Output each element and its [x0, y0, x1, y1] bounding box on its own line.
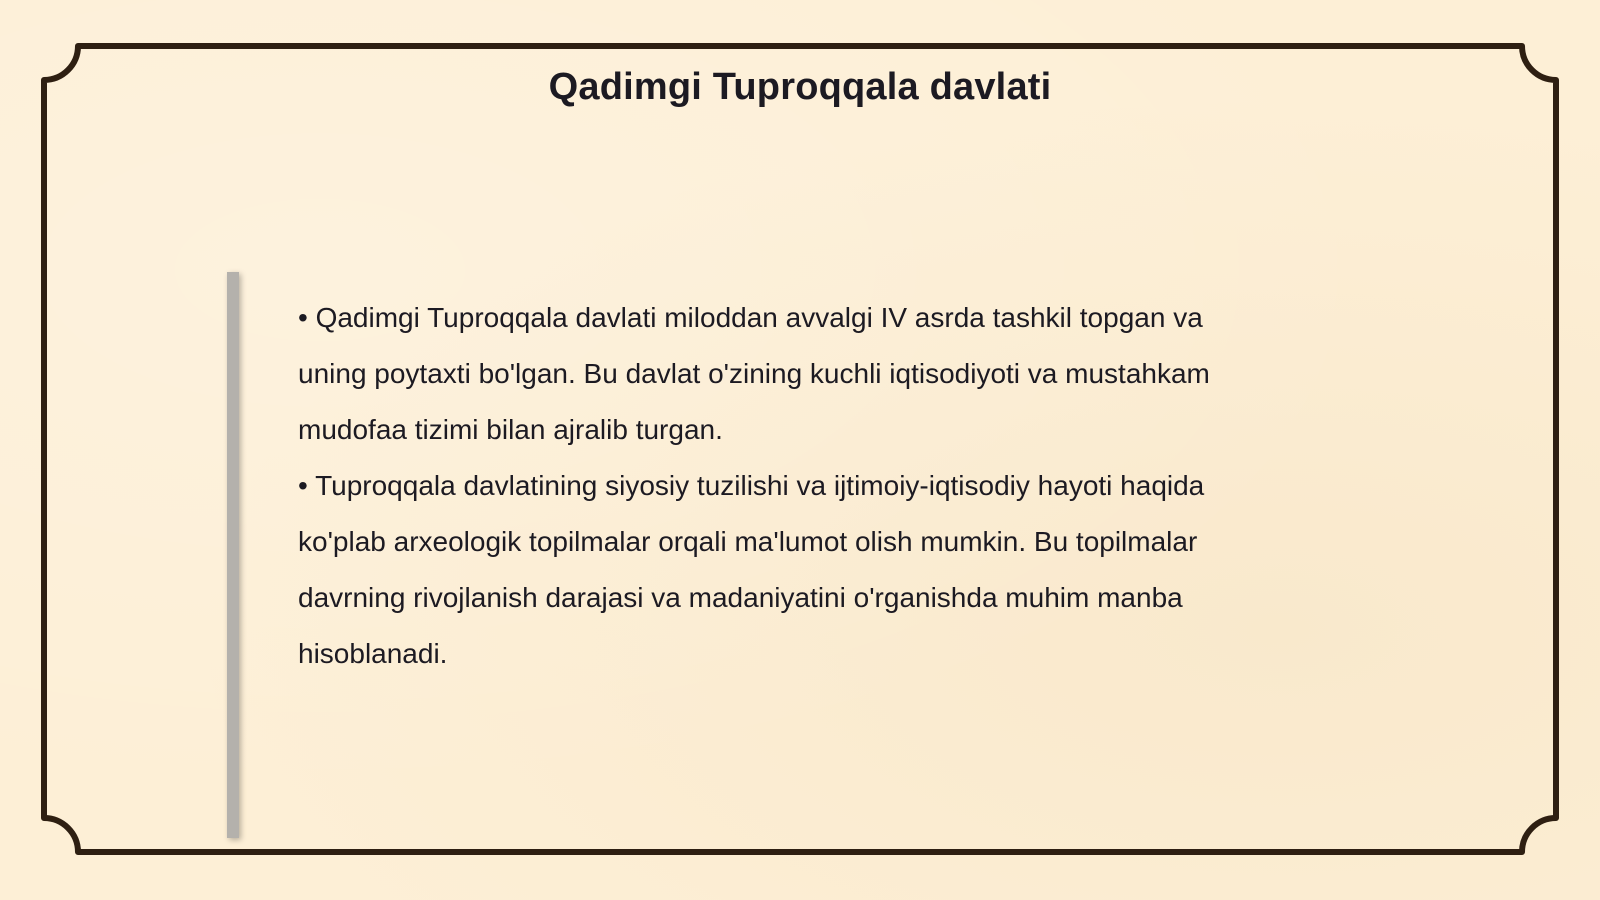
- slide-body: [298, 290, 1278, 682]
- bullet-paragraph-1: • Qadimgi Tuproqqala davlati miloddan avvalgi IV asrda tashkil topgan va uning poytaxti bo'lgan. Bu davlat o'zining kuchli iqtisodiyoti va mustahkam mudofaa tizimi bilan ajralib turgan.: [298, 302, 1210, 445]
- accent-bar: [227, 272, 239, 838]
- bullet-paragraph-2: • Tuproqqala davlatining siyosiy tuzilishi va ijtimoiy-iqtisodiy hayoti haqida ko'plab arxeologik topilmalar orqali ma'lumot olish mumkin. Bu topilmalar davrning rivojlanish darajasi va madaniyatini o'rganishda muhim manba hisoblanadi.: [298, 470, 1205, 669]
- slide-title: Qadimgi Tuproqqala davlati: [548, 66, 1052, 108]
